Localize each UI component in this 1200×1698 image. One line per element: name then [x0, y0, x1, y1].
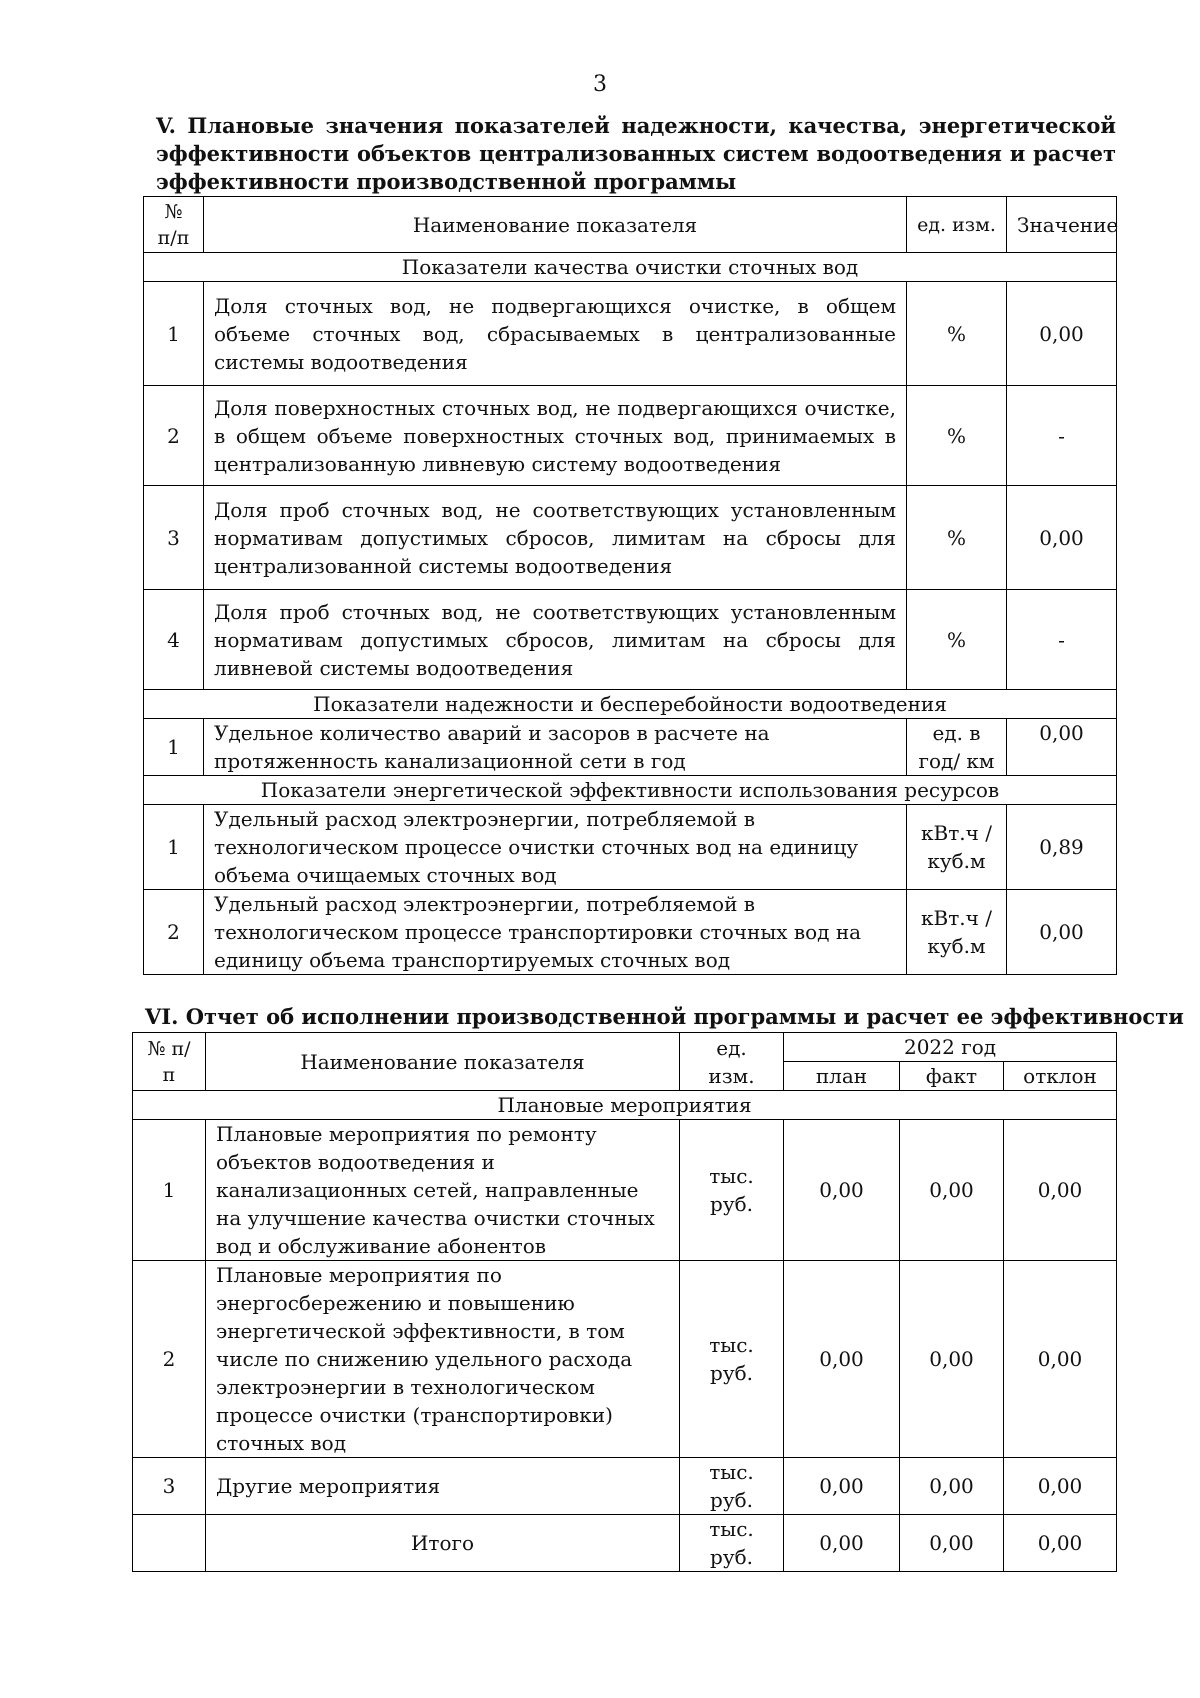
row-unit: тыс. руб. [680, 1120, 784, 1261]
total-deviation: 0,00 [1004, 1515, 1117, 1572]
group-title-row [144, 253, 1117, 282]
row-num: 3 [133, 1458, 206, 1515]
row-unit: % [907, 590, 1007, 690]
table-row [144, 590, 1117, 690]
header-unit: ед. изм. [907, 197, 1007, 253]
section6-table [132, 1032, 1117, 1572]
row-unit: кВт.ч / куб.м [907, 805, 1007, 890]
header-name: Наименование показателя [204, 197, 907, 253]
row-num: 1 [133, 1120, 206, 1261]
header-fact: факт [900, 1062, 1004, 1091]
row-name: Плановые мероприятия по энергосбережению и повышению энергетической эффективности, в том числе по снижению удельного расхода электроэнергии в технологическом процессе очистки (транспортировки) сточных вод [206, 1261, 680, 1458]
row-fact: 0,00 [900, 1261, 1004, 1458]
header-name: Наименование показателя [206, 1033, 680, 1091]
table-row [133, 1120, 1117, 1261]
row-num: 3 [144, 486, 204, 590]
header-plan: план [784, 1062, 900, 1091]
row-unit: тыс. руб. [680, 1261, 784, 1458]
row-value: 0,00 [1007, 486, 1117, 590]
row-unit: ед. в год/ км [907, 719, 1007, 776]
group-title: Плановые мероприятия [133, 1091, 1117, 1120]
row-num: 2 [133, 1261, 206, 1458]
page-number: 3 [593, 72, 607, 97]
group-title-row [144, 690, 1117, 719]
header-year: 2022 год [784, 1033, 1117, 1062]
group-title-row [133, 1091, 1117, 1120]
row-plan: 0,00 [784, 1261, 900, 1458]
row-value: 0,00 [1007, 719, 1117, 776]
total-unit: тыс. руб. [680, 1515, 784, 1572]
row-deviation: 0,00 [1004, 1261, 1117, 1458]
table-row [133, 1458, 1117, 1515]
row-name: Доля поверхностных сточных вод, не подвергающихся очистке, в общем объеме поверхностных сточных вод, принимаемых в централизованную ливневую систему водоотведения [204, 386, 907, 486]
row-value: 0,00 [1007, 282, 1117, 386]
row-unit: % [907, 386, 1007, 486]
row-num: 1 [144, 282, 204, 386]
table-row [144, 719, 1117, 776]
total-num [133, 1515, 206, 1572]
row-fact: 0,00 [900, 1458, 1004, 1515]
group-title: Показатели энергетической эффективности использования ресурсов [144, 776, 1117, 805]
row-unit: тыс. руб. [680, 1458, 784, 1515]
header-deviation: отклон [1004, 1062, 1117, 1091]
row-plan: 0,00 [784, 1120, 900, 1261]
header-num: № п/п [144, 197, 204, 253]
row-unit: кВт.ч / куб.м [907, 890, 1007, 975]
row-num: 1 [144, 805, 204, 890]
row-value: - [1007, 386, 1117, 486]
row-value: - [1007, 590, 1117, 690]
section5-table [143, 196, 1117, 975]
row-num: 1 [144, 719, 204, 776]
row-num: 4 [144, 590, 204, 690]
row-name: Удельный расход электроэнергии, потребляемой в технологическом процессе транспортировки сточных вод на единицу объема транспортируемых сточных вод [204, 890, 907, 975]
section6-heading: VI. Отчет об исполнении производственной программы и расчет ее эффективности [145, 1004, 1184, 1029]
row-value: 0,89 [1007, 805, 1117, 890]
row-num: 2 [144, 386, 204, 486]
group-title-row [144, 776, 1117, 805]
row-plan: 0,00 [784, 1458, 900, 1515]
row-value: 0,00 [1007, 890, 1117, 975]
table-header-row [133, 1033, 1117, 1062]
row-deviation: 0,00 [1004, 1120, 1117, 1261]
table-row [144, 805, 1117, 890]
group-title: Показатели надежности и бесперебойности водоотведения [144, 690, 1117, 719]
total-plan: 0,00 [784, 1515, 900, 1572]
header-unit: ед. изм. [680, 1033, 784, 1091]
row-name: Другие мероприятия [206, 1458, 680, 1515]
table-row [144, 486, 1117, 590]
row-unit: % [907, 282, 1007, 386]
header-num: № п/п [133, 1033, 206, 1091]
row-name: Удельный расход электроэнергии, потребляемой в технологическом процессе очистки сточных вод на единицу объема очищаемых сточных вод [204, 805, 907, 890]
row-name: Доля проб сточных вод, не соответствующих установленным нормативам допустимых сбросов, лимитам на сбросы для централизованной системы водоотведения [204, 486, 907, 590]
total-row [133, 1515, 1117, 1572]
section5-heading: V. Плановые значения показателей надежности, качества, энергетической эффективности объектов централизованных систем водоотведения и расчет эффективности производственной программы [156, 113, 1116, 194]
row-name: Доля сточных вод, не подвергающихся очистке, в общем объеме сточных вод, сбрасываемых в централизованные системы водоотведения [204, 282, 907, 386]
total-name: Итого [206, 1515, 680, 1572]
table-row [133, 1261, 1117, 1458]
table-row [144, 890, 1117, 975]
row-name: Плановые мероприятия по ремонту объектов водоотведения и канализационных сетей, направленные на улучшение качества очистки сточных вод и обслуживание абонентов [206, 1120, 680, 1261]
row-name: Доля проб сточных вод, не соответствующих установленным нормативам допустимых сбросов, лимитам на сбросы для ливневой системы водоотведения [204, 590, 907, 690]
row-fact: 0,00 [900, 1120, 1004, 1261]
header-value: Значение [1007, 197, 1117, 253]
row-unit: % [907, 486, 1007, 590]
row-deviation: 0,00 [1004, 1458, 1117, 1515]
group-title: Показатели качества очистки сточных вод [144, 253, 1117, 282]
row-num: 2 [144, 890, 204, 975]
table-header-row [144, 197, 1117, 253]
total-fact: 0,00 [900, 1515, 1004, 1572]
table-row [144, 386, 1117, 486]
table-row [144, 282, 1117, 386]
row-name: Удельное количество аварий и засоров в расчете на протяженность канализационной сети в год [204, 719, 907, 776]
